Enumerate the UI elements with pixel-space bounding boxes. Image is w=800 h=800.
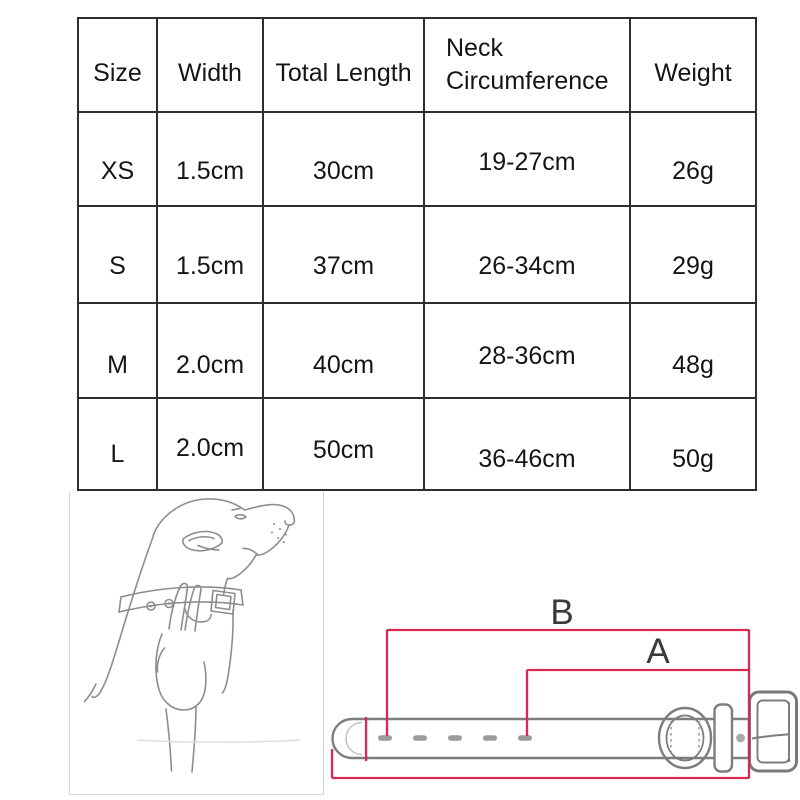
- rivet-icon: [736, 734, 745, 743]
- cell-xs-total-length: [263, 112, 424, 206]
- cell-xs-neck: [424, 112, 630, 206]
- value-m-size: M: [107, 351, 128, 379]
- cell-l-neck: [424, 398, 630, 490]
- cell-xs-size: [78, 112, 157, 206]
- table-row-xs: [78, 112, 756, 206]
- value-s-width: 1.5cm: [175, 252, 245, 280]
- cell-s-total-length: [263, 206, 424, 303]
- value-m-width: 2.0cm: [175, 351, 245, 379]
- value-xs-neck: 19-27cm: [478, 147, 576, 176]
- dog-head-outline-icon: [85, 499, 295, 702]
- value-xs-width: 1.5cm: [175, 156, 245, 185]
- header-label-width: Width: [178, 58, 242, 87]
- size-table: [77, 17, 757, 491]
- value-l-size: L: [110, 439, 125, 468]
- cell-s-width: [157, 206, 263, 303]
- header-cell-width: [157, 18, 263, 112]
- value-s-total-length: 37cm: [312, 252, 375, 280]
- header-cell-total-length: [263, 18, 424, 112]
- header-cell-weight: [630, 18, 756, 112]
- cell-s-neck: [424, 206, 630, 303]
- value-l-width: 2.0cm: [175, 433, 245, 462]
- value-l-neck: 36-46cm: [478, 444, 576, 473]
- measure-label-b: B: [550, 593, 574, 632]
- value-m-total-length: 40cm: [312, 351, 375, 379]
- value-m-neck: 28-36cm: [478, 342, 576, 370]
- cell-m-size: [78, 303, 157, 398]
- cell-m-width: [157, 303, 263, 398]
- value-xs-size: XS: [100, 156, 135, 185]
- header-label-size: Size: [93, 58, 142, 87]
- table-row-m: [78, 303, 756, 398]
- cell-xs-weight: [630, 112, 756, 206]
- buckle-icon: [750, 692, 797, 771]
- cell-m-total-length: [263, 303, 424, 398]
- ground-shadow-line: [137, 740, 300, 742]
- header-label-total-length: Total Length: [275, 58, 412, 87]
- table-row-s: [78, 206, 756, 303]
- cell-s-weight: [630, 206, 756, 303]
- header-label-weight: Weight: [654, 58, 732, 87]
- dog-collar-fitting-sketch: [65, 488, 335, 798]
- cell-s-size: [78, 206, 157, 303]
- cell-l-width: [157, 398, 263, 490]
- measure-label-a: A: [646, 632, 670, 671]
- cell-l-size: [78, 398, 157, 490]
- header-cell-size: [78, 18, 157, 112]
- fitting-hand-icon: [156, 583, 206, 772]
- cell-m-weight: [630, 303, 756, 398]
- value-s-neck: 26-34cm: [478, 252, 576, 280]
- keeper-loop-icon: [715, 705, 733, 772]
- value-l-weight: 50g: [672, 444, 714, 473]
- value-m-weight: 48g: [672, 351, 714, 379]
- value-s-size: S: [109, 252, 126, 280]
- value-xs-weight: 26g: [672, 156, 714, 185]
- collar-measurement-diagram: [325, 590, 800, 800]
- dog-collar-icon: [119, 587, 243, 622]
- value-s-weight: 29g: [672, 252, 714, 280]
- header-cell-neck-circumference: [424, 18, 630, 112]
- value-xs-total-length: 30cm: [312, 156, 375, 185]
- cell-l-total-length: [263, 398, 424, 490]
- cell-xs-width: [157, 112, 263, 206]
- cell-l-weight: [630, 398, 756, 490]
- collar-strap-icon: [333, 692, 797, 772]
- cell-m-neck: [424, 303, 630, 398]
- value-l-total-length: 50cm: [312, 435, 375, 464]
- table-row-l: [78, 398, 756, 490]
- header-label-neck-circumference: Neck Circumference: [446, 34, 609, 95]
- header-row: [78, 18, 756, 112]
